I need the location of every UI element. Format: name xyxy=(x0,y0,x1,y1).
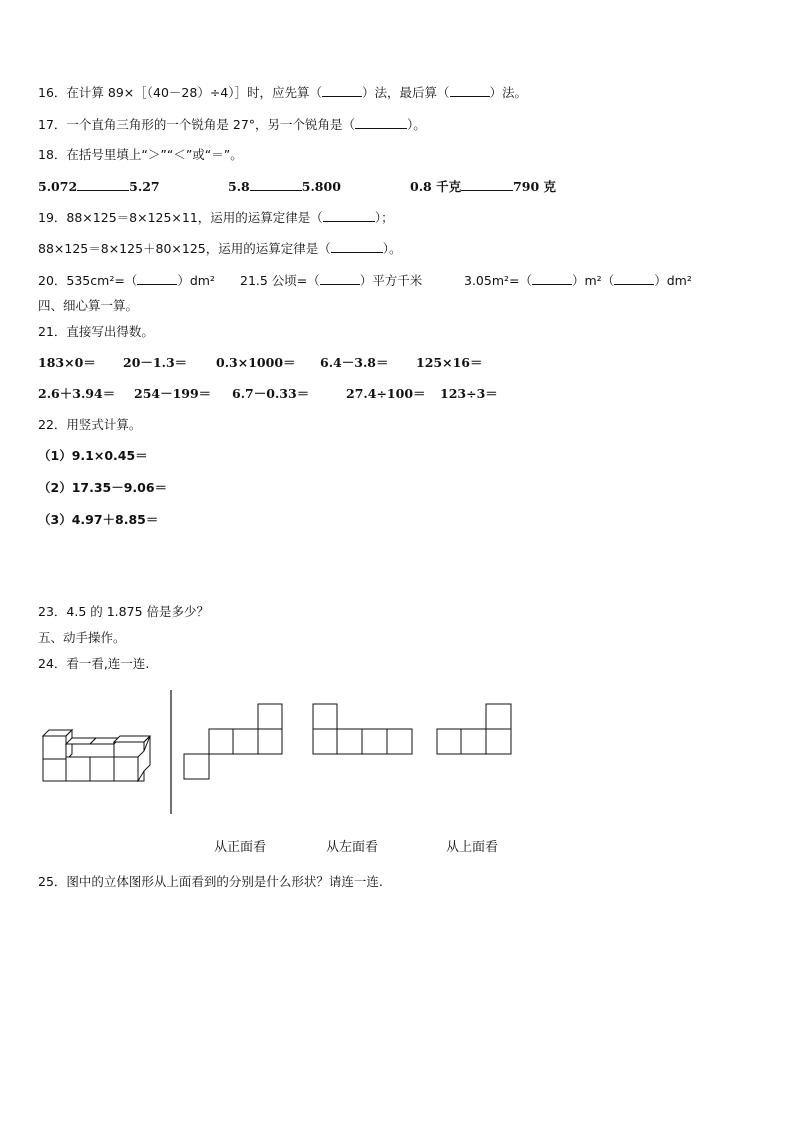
answer-blank[interactable] xyxy=(355,116,407,129)
question-17: 17．一个直角三角形的一个锐角是 27°，另一个锐角是（ ）。 xyxy=(38,117,426,132)
answer-blank[interactable] xyxy=(320,272,360,285)
compare-item-1: 5.072 5.27 xyxy=(38,179,160,194)
calc-item: 183×0＝ xyxy=(38,355,96,370)
divider xyxy=(168,690,174,814)
question-19-part-1: 19．88×125＝8×125×11，运用的运算定律是（ ）； xyxy=(38,210,394,225)
calc-item: 20－1.3＝ xyxy=(123,355,188,370)
answer-blank[interactable] xyxy=(461,178,513,191)
calc-item: 27.4÷100＝ xyxy=(346,386,426,401)
answer-blank[interactable] xyxy=(532,272,572,285)
view-label-front: 从正面看 xyxy=(214,840,267,855)
question-21: 21．直接写出得数。 xyxy=(38,324,154,339)
answer-blank[interactable] xyxy=(77,178,129,191)
section-5-heading: 五、动手操作。 xyxy=(38,630,126,645)
calc-item: 0.3×1000＝ xyxy=(216,355,296,370)
question-20: 20．535cm²=（ ）dm² xyxy=(38,273,215,288)
question-25: 25．图中的立体图形从上面看到的分别是什么形状？请连一连. xyxy=(38,874,383,889)
view-shape-3 xyxy=(435,703,514,756)
calc-item: 6.7－0.33＝ xyxy=(232,386,310,401)
answer-blank[interactable] xyxy=(322,84,362,97)
calc-item: 123÷3＝ xyxy=(440,386,498,401)
calc-item: 2.6＋3.94＝ xyxy=(38,386,116,401)
answer-blank[interactable] xyxy=(331,240,383,253)
section-4-heading: 四、细心算一算。 xyxy=(38,298,139,313)
question-18: 18．在括号里填上“＞”“＜”或“＝”。 xyxy=(38,147,243,162)
cube-solid-figure xyxy=(36,720,156,782)
view-label-left: 从左面看 xyxy=(326,840,379,855)
question-23: 23．4.5 的 1.875 倍是多少？ xyxy=(38,604,209,619)
calc-item: 6.4－3.8＝ xyxy=(320,355,389,370)
answer-blank[interactable] xyxy=(323,209,375,222)
question-22: 22．用竖式计算。 xyxy=(38,417,142,432)
view-shape-2 xyxy=(311,703,414,756)
question-19-part-2: 88×125＝8×125＋80×125，运用的运算定律是（ ）。 xyxy=(38,241,402,256)
question-20-part-2: 21.5 公顷=（ ）平方千米 xyxy=(240,273,423,288)
answer-blank[interactable] xyxy=(614,272,654,285)
answer-blank[interactable] xyxy=(137,272,177,285)
answer-blank[interactable] xyxy=(250,178,302,191)
question-24: 24．看一看,连一连. xyxy=(38,656,150,671)
answer-blank[interactable] xyxy=(450,84,490,97)
question-16: 16．在计算 89×［（40－28）÷4）］时，应先算（ ）法，最后算（ ）法。 xyxy=(38,85,528,100)
view-shape-1 xyxy=(182,703,284,781)
question-20-part-3: 3.05m²=（ ）m²（ ）dm² xyxy=(464,273,692,288)
calc-item: 125×16＝ xyxy=(416,355,483,370)
calc-item: 254－199＝ xyxy=(134,386,212,401)
vertical-calc-2: （2）17.35－9.06＝ xyxy=(38,480,168,495)
vertical-calc-1: （1）9.1×0.45＝ xyxy=(38,448,148,463)
compare-item-3: 0.8 千克 790 克 xyxy=(410,179,557,194)
compare-item-2: 5.8 5.800 xyxy=(228,179,341,194)
view-label-top: 从上面看 xyxy=(446,840,499,855)
vertical-calc-3: （3）4.97＋8.85＝ xyxy=(38,512,159,527)
